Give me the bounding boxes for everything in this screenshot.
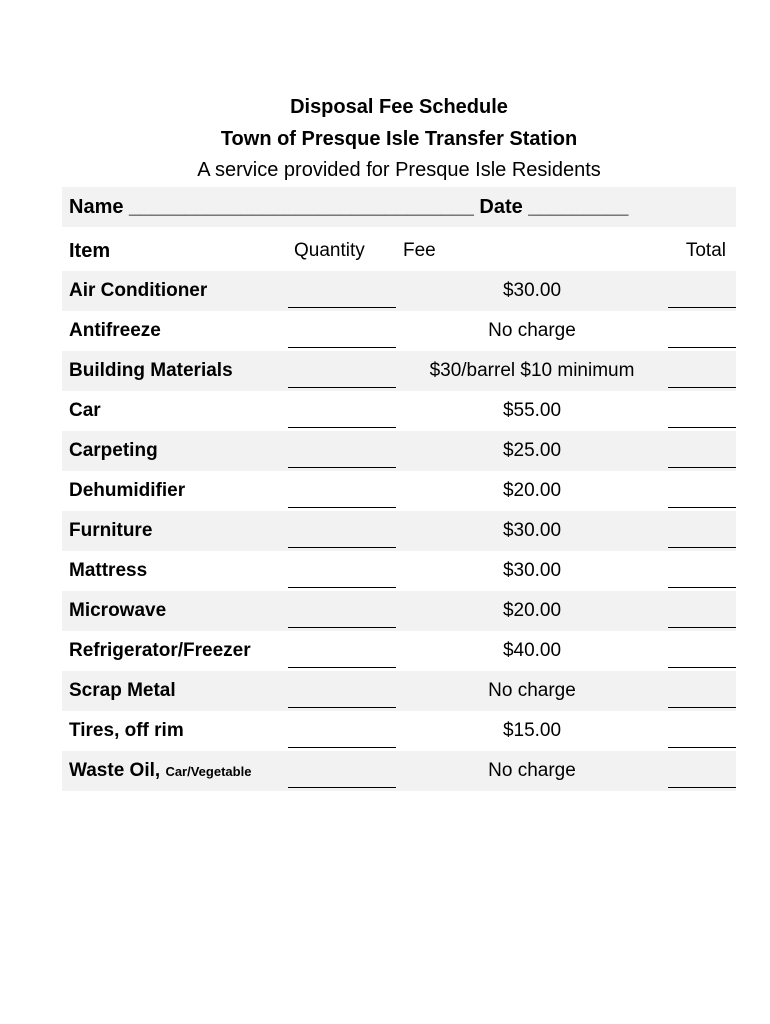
table-row (62, 631, 736, 671)
item-name (69, 311, 161, 351)
item-fee: $40.00 (502, 640, 562, 661)
item-fee: $20.00 (502, 600, 562, 621)
quantity-blank[interactable] (288, 307, 396, 308)
column-header-fee: Fee (403, 240, 436, 261)
table-header (62, 231, 736, 271)
item-fee: $20.00 (502, 480, 562, 501)
total-blank[interactable] (668, 587, 736, 588)
page-title: Disposal Fee Schedule (290, 96, 508, 118)
table-row (62, 591, 736, 631)
total-blank[interactable] (668, 507, 736, 508)
quantity-blank[interactable] (288, 707, 396, 708)
quantity-blank[interactable] (288, 387, 396, 388)
item-fee: $30.00 (502, 520, 562, 541)
table-row (62, 471, 736, 511)
column-header-total: Total (685, 240, 726, 261)
table-row (62, 431, 736, 471)
page-subtitle: Town of Presque Isle Transfer Station (220, 128, 578, 150)
total-blank[interactable] (668, 787, 736, 788)
name-date-field[interactable]: Name _______________________________ Date _________ (69, 196, 629, 218)
item-name-label: Microwave (69, 600, 167, 621)
item-name-label: Tires, off rim (69, 720, 184, 741)
item-name (69, 591, 166, 631)
item-name (69, 351, 233, 391)
total-blank[interactable] (668, 427, 736, 428)
item-fee: No charge (488, 320, 576, 341)
item-name-label: Mattress (69, 560, 148, 581)
table-row (62, 511, 736, 551)
total-blank[interactable] (668, 307, 736, 308)
item-name-label: Antifreeze (69, 320, 161, 341)
item-name-label: Scrap Metal (69, 680, 176, 701)
table-row (62, 311, 736, 351)
item-name (69, 271, 207, 311)
table-row (62, 551, 736, 591)
item-name-label: Building Materials (69, 360, 233, 381)
quantity-blank[interactable] (288, 587, 396, 588)
total-blank[interactable] (668, 347, 736, 348)
table-row (62, 671, 736, 711)
quantity-blank[interactable] (288, 627, 396, 628)
item-name (69, 711, 184, 751)
total-blank[interactable] (668, 467, 736, 468)
item-name (69, 751, 251, 791)
table-row (62, 391, 736, 431)
quantity-blank[interactable] (288, 547, 396, 548)
quantity-blank[interactable] (288, 507, 396, 508)
column-header-quantity: Quantity (294, 240, 365, 261)
item-name (69, 391, 101, 431)
quantity-blank[interactable] (288, 667, 396, 668)
item-name (69, 431, 158, 471)
page-tagline: A service provided for Presque Isle Residents (197, 159, 601, 181)
item-name (69, 631, 251, 671)
item-name-label: Furniture (69, 520, 153, 541)
item-name-label: Dehumidifier (69, 480, 186, 501)
item-fee: $55.00 (502, 400, 562, 421)
item-name-label: Air Conditioner (69, 280, 208, 301)
quantity-blank[interactable] (288, 787, 396, 788)
item-name (69, 511, 152, 551)
item-name-label: Car (69, 400, 101, 421)
table-row (62, 271, 736, 311)
column-header-item: Item (69, 240, 111, 262)
item-name-label: Refrigerator/Freezer (69, 640, 251, 661)
item-name-note: Car/Vegetable (165, 764, 252, 779)
item-fee: $30.00 (502, 560, 562, 581)
item-fee: No charge (488, 760, 576, 781)
quantity-blank[interactable] (288, 467, 396, 468)
item-fee: $30.00 (502, 280, 562, 301)
total-blank[interactable] (668, 547, 736, 548)
total-blank[interactable] (668, 707, 736, 708)
item-name-label: Waste Oil, (69, 760, 161, 781)
table-row (62, 711, 736, 751)
quantity-blank[interactable] (288, 347, 396, 348)
item-fee: No charge (488, 680, 576, 701)
name-date-row[interactable] (62, 187, 736, 227)
total-blank[interactable] (668, 747, 736, 748)
quantity-blank[interactable] (288, 427, 396, 428)
table-row (62, 351, 736, 391)
total-blank[interactable] (668, 387, 736, 388)
item-fee: $25.00 (502, 440, 562, 461)
item-name (69, 471, 185, 511)
table-row (62, 751, 736, 791)
item-name (69, 551, 147, 591)
total-blank[interactable] (668, 667, 736, 668)
item-fee: $30/barrel $10 minimum (429, 360, 635, 381)
quantity-blank[interactable] (288, 747, 396, 748)
item-name (69, 671, 176, 711)
item-name-label: Carpeting (69, 440, 158, 461)
item-fee: $15.00 (502, 720, 562, 741)
total-blank[interactable] (668, 627, 736, 628)
